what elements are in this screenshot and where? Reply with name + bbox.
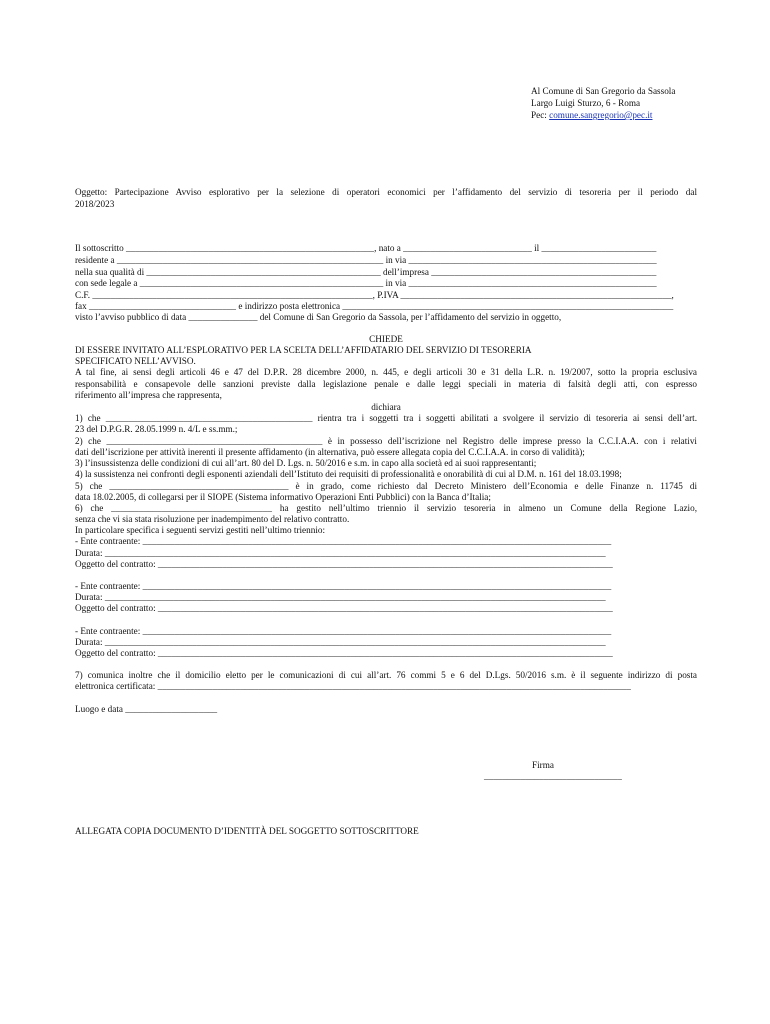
subject-line-1: Oggetto: Partecipazione Avviso esplorativo per la selezione di operatori economici per l’affidamento del servizio di tesoreria per il periodo dal [75, 187, 697, 197]
point-7-line-1: 7) comunica inoltre che il domicilio eletto per le comunicazioni di cui all’art. 76 commi 5 e 6 del D.Lgs. 50/2016 s.m. è il seguente indirizzo di posta [75, 670, 697, 680]
services-intro: In particolare specifica i seguenti servizi gestiti nell’ultimo triennio: [75, 525, 326, 535]
recipient-name: Al Comune di San Gregorio da Sassola [531, 86, 676, 96]
dichiara-heading: dichiara [371, 402, 401, 412]
applicant-line-residence: residente a __________________________________________________________ in via ______________________________________________________ [75, 255, 657, 265]
service-3-oggetto: Oggetto del contratto: ___________________________________________________________________________________________________ [75, 648, 613, 658]
subject-line-2: 2018/2023 [75, 199, 115, 209]
applicant-line-role: nella sua qualità di ___________________________________________________ dell’impresa _________________________________________________ [75, 267, 657, 277]
service-2-ente: - Ente contraente: ______________________________________________________________________________________________________ [75, 581, 612, 591]
recipient-pec [531, 110, 653, 121]
firma-label: Firma [532, 760, 554, 770]
service-1-durata: Durata: _____________________________________________________________________________________________________________ [75, 548, 606, 558]
service-1-oggetto: Oggetto del contratto: ___________________________________________________________________________________________________ [75, 559, 613, 569]
pec-label: Pec: [531, 110, 550, 120]
point-7-line-2: elettronica certificata: _______________________________________________________________________________________________________ [75, 681, 631, 691]
point-5-line-1: 5) che _______________________________________ è in grado, come richiesto dal Decreto Ministero dell’Economia e delle Finanze n. 11745 di [75, 481, 697, 491]
service-2-oggetto: Oggetto del contratto: ___________________________________________________________________________________________________ [75, 603, 613, 613]
firma-line: ______________________________ [484, 771, 622, 781]
point-6-line-1: 6) che ___________________________________ ha gestito nell’ultimo triennio il servizio tesoreria in almeno un Comune della Regione Lazio, [75, 503, 697, 513]
service-3-durata: Durata: _____________________________________________________________________________________________________________ [75, 637, 606, 647]
applicant-line-name: Il sottoscritto ______________________________________________________, nato a ____________________________ il _________________________ [75, 243, 657, 253]
chiede-line-2: SPECIFICATO NELL’AVVISO. [75, 356, 196, 366]
chiede-heading: CHIEDE [369, 334, 403, 344]
service-1-ente: - Ente contraente: ______________________________________________________________________________________________________ [75, 536, 612, 546]
point-2-line-1: 2) che _______________________________________________ è in possesso dell’iscrizione nel Registro delle imprese presso la C.C.I.A.A. con i relativi [75, 436, 697, 446]
point-3: 3) l’insussistenza delle condizioni di cui all’art. 80 del D. Lgs. n. 50/2016 e s.m. in capo alla società ed ai suoi rappresentanti; [75, 458, 537, 468]
luogo-e-data: Luogo e data ____________________ [75, 704, 218, 714]
point-1-line-1: 1) che _____________________________________________ rientra tra i soggetti tra i soggetti abilitati a svolgere il servizio di tesoreria ai sensi dell’art. [75, 413, 697, 423]
applicant-line-fax: fax ________________________________ e indirizzo posta elettronica ________________________________________________________________________ [75, 301, 674, 311]
fine-line-1: A tal fine, ai sensi degli articoli 46 e 47 del D.P.R. 28 dicembre 2000, n. 445, e degli articoli 30 e 31 della L.R. n. 19/2007, sotto la propria esclusiva [75, 367, 697, 377]
point-2-line-2: dati dell’iscrizione per attività inerenti il presente affidamento (in alternativa, può essere allegata copia del C.C.I.A.A. in corso di validità); [75, 447, 585, 457]
recipient-address: Largo Luigi Sturzo, 6 - Roma [531, 98, 641, 108]
point-6-line-2: senza che vi sia stata risoluzione per inadempimento del relativo contratto. [75, 514, 350, 524]
service-3-ente: - Ente contraente: ______________________________________________________________________________________________________ [75, 626, 612, 636]
pec-email-link[interactable]: comune.sangregorio@pec.it [549, 110, 653, 120]
applicant-line-cf: C.F. _____________________________________________________________, P.IVA ___________________________________________________________, [75, 290, 674, 300]
point-5-line-2: data 18.02.2005, di collegarsi per il SIOPE (Sistema informativo Operazioni Enti Pubblici) con la Banca d’Italia; [75, 492, 491, 502]
point-1-line-2: 23 del D.P.G.R. 28.05.1999 n. 4/L e ss.mm.; [75, 424, 238, 434]
applicant-line-avviso: visto l’avviso pubblico di data _______________ del Comune di San Gregorio da Sassola, per l’affidamento del servizio in oggetto, [75, 312, 562, 322]
service-2-durata: Durata: _____________________________________________________________________________________________________________ [75, 592, 606, 602]
fine-line-2: responsabilità e consapevole delle sanzioni previste dalla legislazione penale e dalle leggi speciali in materia di falsità degli atti, con espresso [75, 379, 697, 389]
allegata-note: ALLEGATA COPIA DOCUMENTO D’IDENTITÀ DEL SOGGETTO SOTTOSCRITTORE [75, 826, 419, 836]
chiede-line-1: DI ESSERE INVITATO ALL’ESPLORATIVO PER LA SCELTA DELL’AFFIDATARIO DEL SERVIZIO DI TESORERIA [75, 345, 532, 355]
fine-line-3: riferimento all’impresa che rappresenta, [75, 390, 222, 400]
point-4: 4) la sussistenza nei confronti degli esponenti aziendali dell’Istituto dei requisiti di professionalità e onorabilità di cui al D.M. n. 161 del 18.03.1998; [75, 469, 622, 479]
applicant-line-seat: con sede legale a _____________________________________________________ in via ______________________________________________________ [75, 278, 657, 288]
